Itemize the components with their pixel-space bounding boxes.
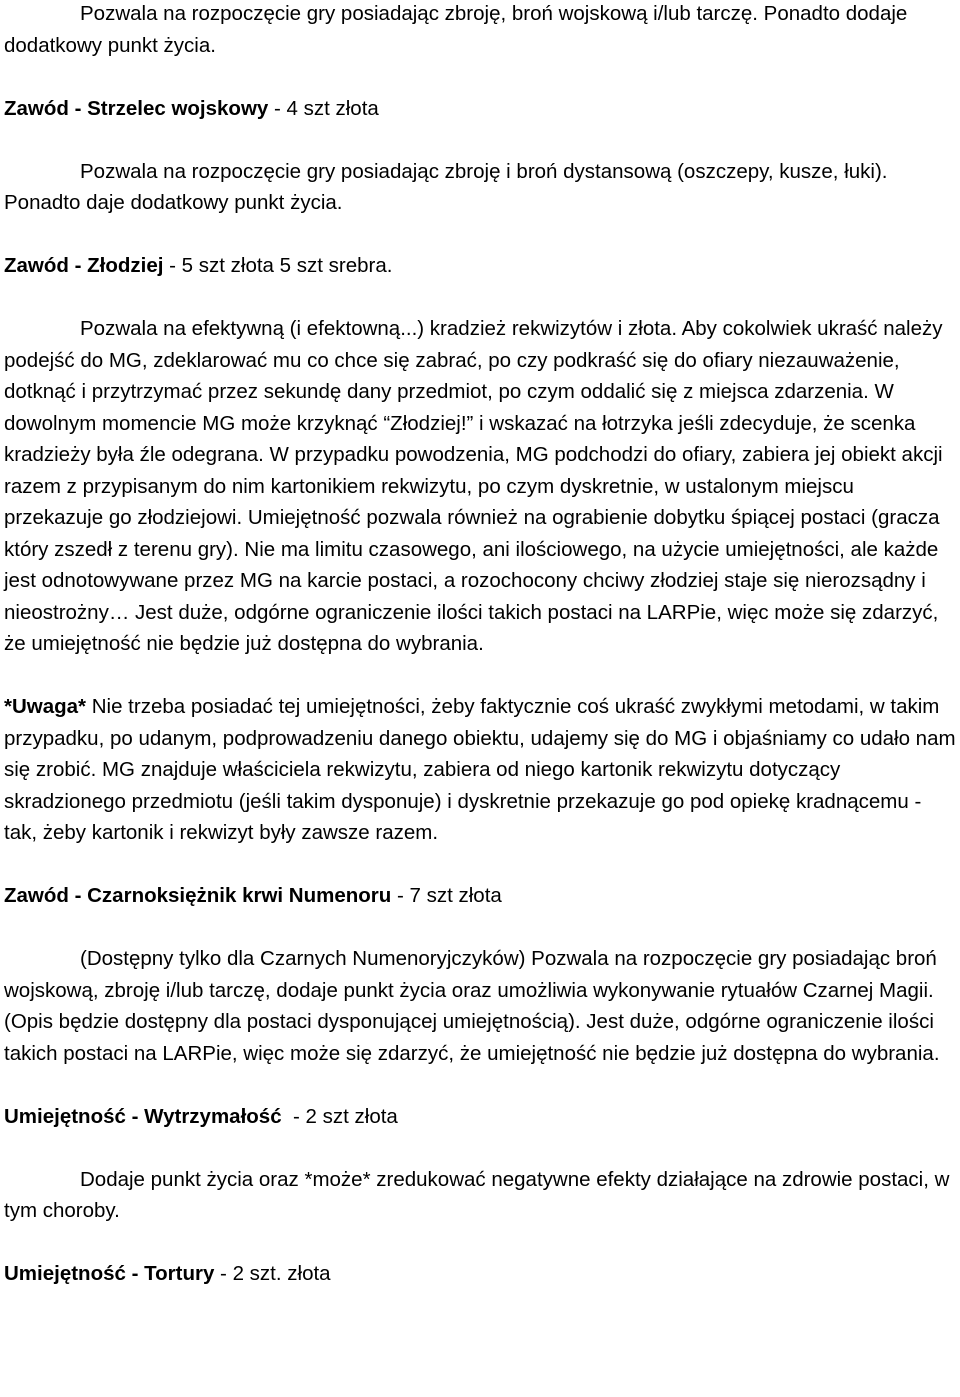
note-text: Nie trzeba posiadać tej umiejętności, żeby faktycznie coś ukraść zwykłymi metodami, w takim przypadku, po udanym, podprowadzeniu danego obiektu, udajemy się do MG i objaśniamy co udało nam się zrobić. MG znajduje właściciela rekwizytu, zabiera od niego kartonik rekwizytu dotyczący skradzionego przedmiotu (jeśli takim dysponuje) i dyskretnie przekazuje go pod opiekę kradnącemu - tak, żeby kartonik i rekwizyt były zawsze razem. xyxy=(4,695,956,844)
note-label: *Uwaga* xyxy=(4,695,87,718)
heading-military-archer-title: Zawód - Strzelec wojskowy xyxy=(4,96,269,120)
heading-endurance-cost: - 2 szt złota xyxy=(281,1104,398,1128)
heading-blood-sorcerer-title: Zawód - Czarnoksiężnik krwi Numenoru xyxy=(4,884,392,907)
paragraph-thief-desc: Pozwala na efektywną (i efektowną...) kradzież rekwizytów i złota. Aby cokolwiek ukraść należy podejść do MG, zdeklarować mu co chce się zabrać, po czy podkraść się do ofiary niezauważenie, dotknąć i przytrzymać przez sekundę dany przedmiot, po czym oddalić się z miejsca zdarzenia. W dowolnym momencie MG może krzyknąć “Złodziej!” i wskazać na łotrzyka jeśli zdecyduje, że scenka kradzieży była źle odegrana. W przypadku powodzenia, MG podchodzi do ofiary, zabiera jej obiekt akcji razem z przypisanym do nim kartonikiem rekwizytu, po czym dyskretnie, w ustalonym miejscu przekazuje go złodziejowi. Umiejętność pozwala również na ograbienie dobytku śpiącej postaci (gracza który zszedł z terenu gry). Nie ma limitu czasowego, ani ilościowego, na użycie umiejętności, ale każde jest odnotowywane przez MG na karcie postaci, a rozochocony chciwy złodziej staje się nierozsądny i nieostrożny… Jest duże, odgórne ograniczenie ilości takich postaci na LARPie, więc może się zdarzyć, że umiejętność nie będzie już dostępna do wybrania. xyxy=(4,317,943,655)
heading-blood-sorcerer-cost: - 7 szt złota xyxy=(391,884,502,907)
paragraph-endurance-desc: Dodaje punkt życia oraz *może* zredukować negatywne efekty działające na zdrowie postaci, w tym choroby. xyxy=(4,1167,950,1222)
heading-thief-cost: - 5 szt złota 5 szt srebra. xyxy=(163,254,393,277)
heading-thief-title: Zawód - Złodziej xyxy=(4,254,164,277)
paragraph-military-archer-desc: Pozwala na rozpoczęcie gry posiadając zbroję i broń dystansową (oszczepy, kusze, łuki). Ponadto daje dodatkowy punkt życia. xyxy=(4,159,888,214)
heading-endurance-title: Umiejętność - Wytrzymałość xyxy=(4,1104,282,1128)
heading-thief xyxy=(4,250,956,282)
heading-military-archer xyxy=(4,93,956,125)
heading-endurance xyxy=(4,1101,956,1133)
heading-blood-sorcerer xyxy=(4,880,956,912)
paragraph-blood-sorcerer-desc: (Dostępny tylko dla Czarnych Numenoryjczyków) Pozwala na rozpoczęcie gry posiadając broń wojskową, zbroję i/lub tarczę, dodaje punkt życia oraz umożliwia wykonywanie rytuałów Czarnej Magii. (Opis będzie dostępny dla postaci dysponującej umiejętnością). Jest duże, odgórne ograniczenie ilości takich postaci na LARPie, więc może się zdarzyć, że umiejętność nie będzie już dostępna do wybrania. xyxy=(4,947,940,1065)
paragraph-note xyxy=(4,691,956,849)
heading-torture-title: Umiejętność - Tortury xyxy=(4,1262,215,1285)
heading-torture-cost: - 2 szt. złota xyxy=(214,1262,331,1285)
paragraph-military-profession-desc: Pozwala na rozpoczęcie gry posiadając zbroję, broń wojskową i/lub tarczę. Ponadto dodaje dodatkowy punkt życia. xyxy=(4,2,908,57)
heading-military-archer-cost: - 4 szt złota xyxy=(268,96,379,120)
heading-torture xyxy=(4,1258,956,1290)
